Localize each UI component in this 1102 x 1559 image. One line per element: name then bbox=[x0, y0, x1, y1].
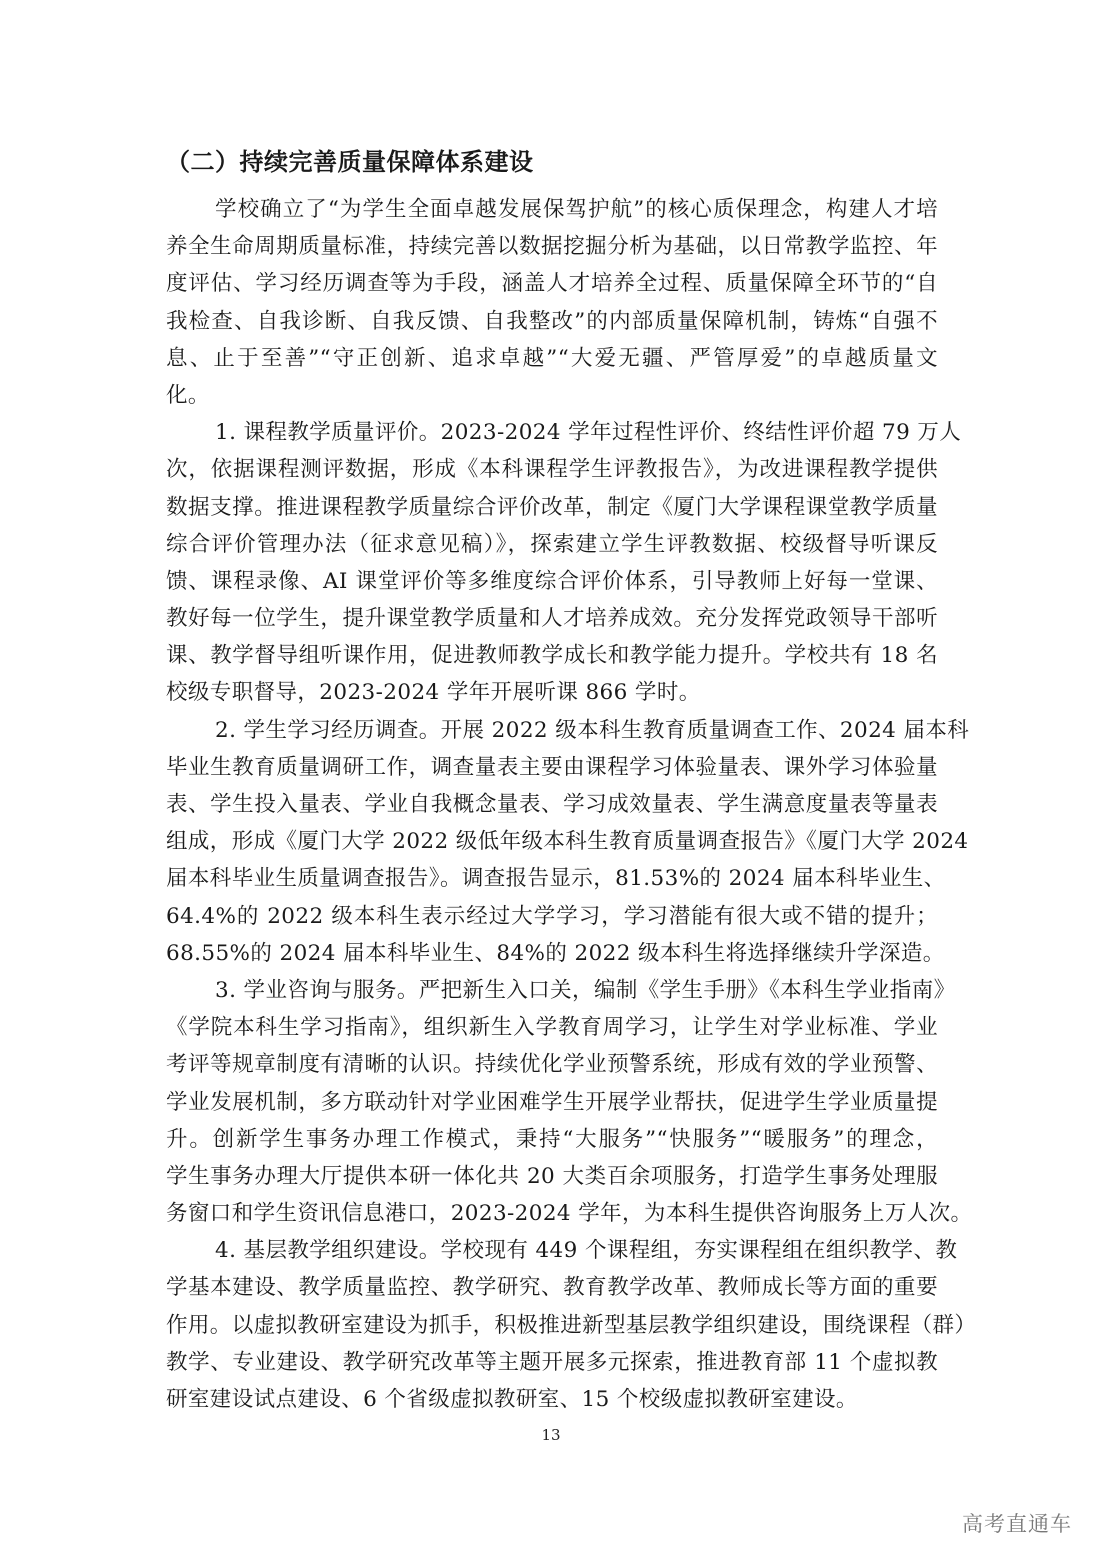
text-line: 度评估、学习经历调查等为手段，涵盖人才培养全过程、质量保障全环节的“自 bbox=[166, 271, 938, 297]
text-line: 学基本建设、教学质量监控、教学研究、教育教学改革、教师成长等方面的重要 bbox=[166, 1275, 938, 1301]
paragraph-academic-advising bbox=[166, 972, 973, 1232]
text-line: 《学院本科生学习指南》，组织新生入学教育周学习，让学生对学业标准、学业 bbox=[166, 1015, 938, 1041]
text-line: 4. 基层教学组织建设。学校现有 449 个课程组，夯实课程组在组织教学、教 bbox=[215, 1238, 958, 1264]
text-line: 作用。以虚拟教研室建设为抓手，积极推进新型基层教学组织建设，围绕课程（群） bbox=[166, 1312, 977, 1338]
page-number: 13 bbox=[541, 1426, 561, 1444]
text-line: 数据支撑。推进课程教学质量综合评价改革，制定《厦门大学课程课堂教学质量 bbox=[166, 494, 938, 520]
text-line: 研室建设试点建设、6 个省级虚拟教研室、15 个校级虚拟教研室建设。 bbox=[166, 1387, 858, 1412]
watermark-text: 高考直通车 bbox=[962, 1512, 1072, 1536]
section-title: （二）持续完善质量保障体系建设 bbox=[166, 148, 534, 176]
text-line: 学生事务办理大厅提供本研一体化共 20 大类百余项服务，打造学生事务处理服 bbox=[166, 1163, 938, 1189]
text-line: 务窗口和学生资讯信息港口，2023-2024 学年，为本科生提供咨询服务上万人次。 bbox=[166, 1201, 973, 1227]
text-line: 2. 学生学习经历调查。开展 2022 级本科生教育质量调查工作、2024 届本科 bbox=[215, 717, 970, 743]
text-line: 届本科毕业生质量调查报告》。调查报告显示，81.53%的 2024 届本科毕业生、 bbox=[166, 866, 946, 892]
text-line: 3. 学业咨询与服务。严把新生入口关，编制《学生手册》《本科生学业指南》 bbox=[215, 977, 956, 1003]
paragraph-course-evaluation bbox=[166, 414, 962, 712]
text-line: 教好每一位学生，提升课堂教学质量和人才培养成效。充分发挥党政领导干部听 bbox=[166, 606, 938, 632]
text-line: 1. 课程教学质量评价。2023-2024 学年过程性评价、终结性评价超 79 万人 bbox=[215, 420, 962, 446]
paragraph-teaching-organization bbox=[166, 1232, 977, 1418]
text-line: 68.55%的 2024 届本科毕业生、84%的 2022 级本科生将选择继续升学深造。 bbox=[166, 940, 945, 966]
text-line: 考评等规章制度有清晰的认识。持续优化学业预警系统，形成有效的学业预警、 bbox=[166, 1052, 938, 1078]
paragraph-intro bbox=[166, 191, 938, 414]
paragraph-learning-survey bbox=[166, 712, 970, 972]
text-line: 表、学生投入量表、学业自我概念量表、学习成效量表、学生满意度量表等量表 bbox=[166, 792, 938, 817]
text-line: 学校确立了“为学生全面卓越发展保驾护航”的核心质保理念，构建人才培 bbox=[215, 197, 938, 222]
text-line: 次，依据课程测评数据，形成《本科课程学生评教报告》，为改进课程教学提供 bbox=[166, 457, 938, 483]
text-line: 我检查、自我诊断、自我反馈、自我整改”的内部质量保障机制，铸炼“自强不 bbox=[166, 308, 938, 334]
text-line: 毕业生教育质量调研工作，调查量表主要由课程学习体验量表、课外学习体验量 bbox=[166, 754, 938, 780]
text-line: 组成，形成《厦门大学 2022 级低年级本科生教育质量调查报告》《厦门大学 2024 bbox=[166, 829, 969, 855]
text-line: 64.4%的 2022 级本科生表示经过大学学习，学习潜能有很大或不错的提升； bbox=[166, 903, 938, 929]
text-line: 课、教学督导组听课作用，促进教师教学成长和教学能力提升。学校共有 18 名 bbox=[166, 643, 938, 669]
text-line: 综合评价管理办法（征求意见稿）》，探索建立学生评教数据、校级督导听课反 bbox=[166, 531, 938, 557]
text-line: 校级专职督导，2023-2024 学年开展听课 866 学时。 bbox=[166, 680, 701, 706]
text-line: 馈、课程录像、AI 课堂评价等多维度综合评价体系，引导教师上好每一堂课、 bbox=[166, 568, 938, 594]
text-line: 教学、专业建设、教学研究改革等主题开展多元探索，推进教育部 11 个虚拟教 bbox=[166, 1349, 938, 1375]
document-page bbox=[166, 140, 977, 1418]
text-line: 学业发展机制，多方联动针对学业困难学生开展学业帮扶，促进学生学业质量提 bbox=[166, 1089, 938, 1115]
text-line: 息、止于至善”“守正创新、追求卓越”“大爱无疆、严管厚爱”的卓越质量文 bbox=[166, 345, 938, 371]
text-line: 养全生命周期质量标准，持续完善以数据挖掘分析为基础，以日常教学监控、年 bbox=[166, 234, 938, 260]
text-line: 升。创新学生事务办理工作模式，秉持“大服务”“快服务”“暖服务”的理念， bbox=[166, 1126, 938, 1152]
text-line: 化。 bbox=[166, 382, 210, 408]
